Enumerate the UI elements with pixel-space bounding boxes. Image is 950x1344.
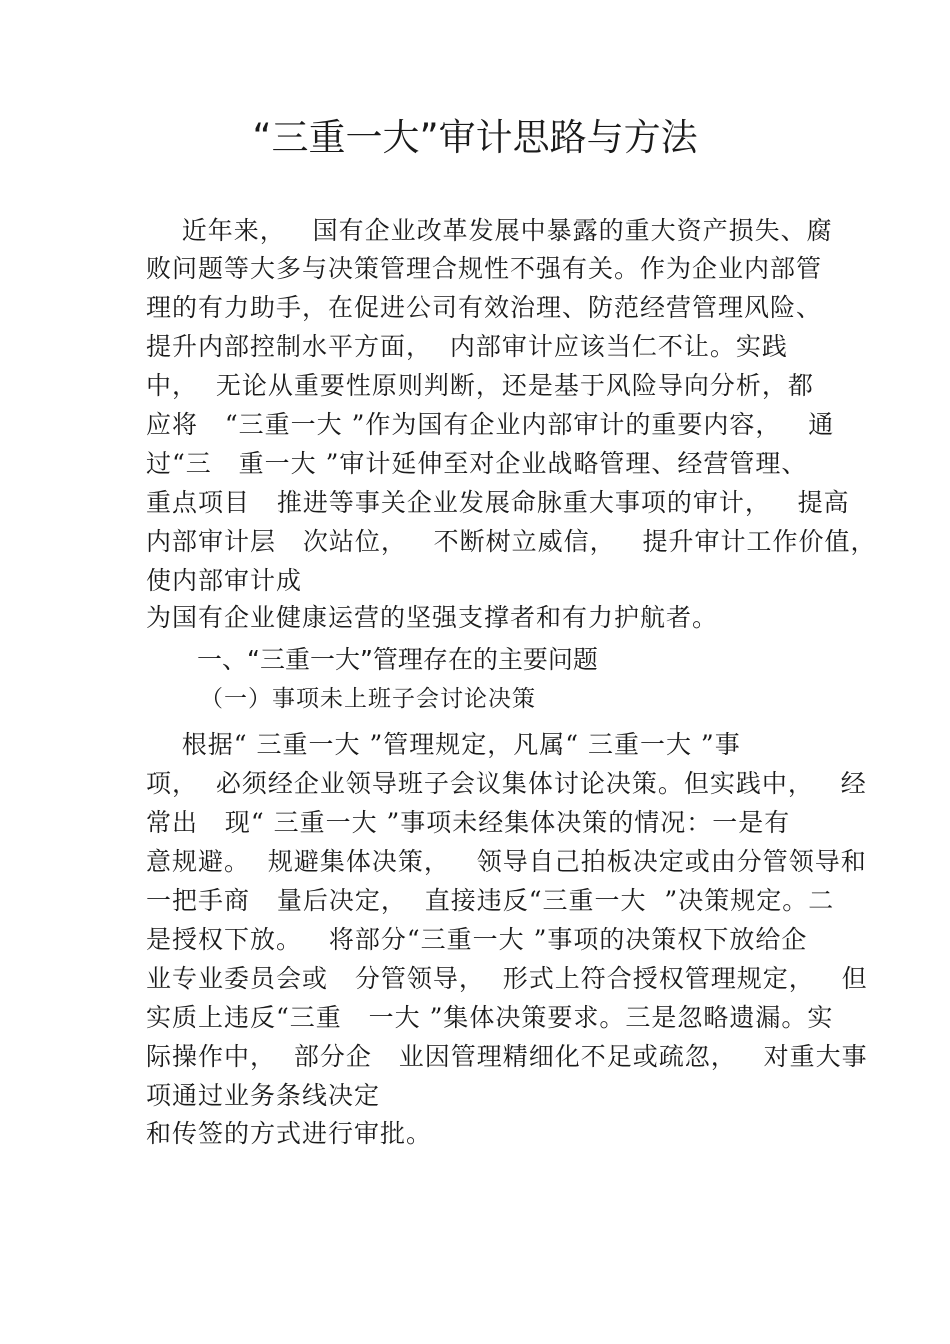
paragraph-line: 近年来， 国有企业改革发展中暴露的重大资产损失、腐 [146,216,833,245]
paragraph-line: 过“三 重一大 ”审计延伸至对企业战略管理、经营管理、 [146,449,808,478]
paragraph-line: 意规避。 规避集体决策， 领导自己拍板决定或由分管领导和 [146,847,867,876]
paragraph-line: 败问题等大多与决策管理合规性不强有关。作为企业内部管 [146,254,823,283]
subsection-heading: （一）事项未上班子会讨论决策 [200,686,536,712]
paragraph-line: 际操作中， 部分企 业因管理精细化不足或疏忽， 对重大事 [146,1042,868,1071]
paragraph-line: 中， 无论从重要性原则判断，还是基于风险导向分析，都 [146,371,814,400]
paragraph-line: 为国有企业健康运营的坚强支撑者和有力护航者。 [146,603,719,632]
paragraph-line: 常出 现“ 三重一大 ”事项未经集体决策的情况：一是有 [146,808,791,837]
paragraph-line: 一把手商 量后决定， 直接违反“三重一大 ”决策规定。二 [146,886,835,915]
paragraph-line: 和传签的方式进行审批。 [146,1119,433,1148]
paragraph-line: 使内部审计成 [146,566,303,595]
paragraph-line: 业专业委员会或 分管领导， 形式上符合授权管理规定， 但 [146,964,868,993]
section-heading: 一、“三重一大”管理存在的主要问题 [197,645,598,674]
paragraph-line: 提升内部控制水平方面， 内部审计应该当仁不让。实践 [146,332,788,361]
paragraph-line: 重点项目 推进等事关企业发展命脉重大事项的审计， 提高 [146,488,850,517]
document-title: “三重一大”审计思路与方法 [252,116,698,159]
paragraph-line: 项通过业务条线决定 [146,1081,381,1110]
paragraph-line: 理的有力助手，在促进公司有效治理、防范经营管理风险、 [146,293,823,322]
paragraph-line: 应将 “三重一大 ”作为国有企业内部审计的重要内容， 通 [146,410,835,439]
paragraph-line: 是授权下放。 将部分“三重一大 ”事项的决策权下放给企 [146,925,808,954]
paragraph-line: 项， 必须经企业领导班子会议集体讨论决策。但实践中， 经 [146,769,867,798]
paragraph-line: 内部审计层 次站位， 不断树立威信， 提升审计工作价值， [146,527,877,556]
paragraph-line: 根据“ 三重一大 ”管理规定，凡属“ 三重一大 ”事 [146,730,741,759]
paragraph-line: 实质上违反“三重 一大 ”集体决策要求。三是忽略遗漏。实 [146,1003,834,1032]
